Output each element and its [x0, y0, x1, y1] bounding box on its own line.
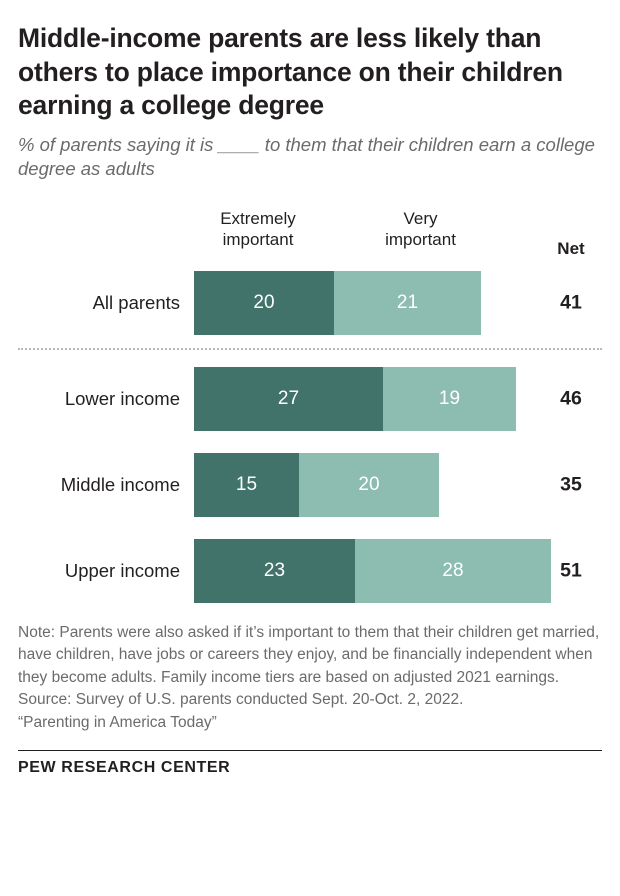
chart-rows	[18, 260, 602, 614]
legend-very-important	[348, 208, 493, 251]
brand-name: PEW RESEARCH CENTER	[18, 759, 231, 777]
row-net-value: 46	[560, 387, 582, 410]
bar-segment-extremely: 20	[194, 271, 334, 335]
chart-subtitle: % of parents saying it is ____ to them that their children earn a college degree as adults	[18, 133, 595, 180]
row-net-value: 35	[560, 473, 582, 496]
row-label: All parents	[92, 291, 180, 313]
chart-row-all-parents	[18, 260, 602, 346]
bar-segment-very: 21	[334, 271, 481, 335]
chart-footnotes	[18, 622, 602, 734]
chart-legend	[18, 208, 602, 260]
row-bars	[194, 453, 439, 517]
row-bars	[194, 539, 551, 603]
legend-extremely-important	[178, 208, 338, 251]
bar-segment-very: 20	[299, 453, 439, 517]
row-label: Middle income	[60, 473, 180, 495]
section-divider	[18, 348, 602, 350]
report-title: “Parenting in America Today”	[18, 713, 217, 731]
bar-segment-very: 19	[383, 367, 516, 431]
note-text: Note: Parents were also asked if it’s important to them that their children get married, have children, have jobs or careers they enjoy, and be financially independent when they become adults. Family income tiers are based on adjusted 2021 earnings.	[18, 623, 600, 686]
bar-segment-extremely: 15	[194, 453, 299, 517]
row-bars	[194, 367, 516, 431]
row-label: Lower income	[64, 387, 180, 409]
row-net-value: 51	[560, 559, 582, 582]
row-bars	[194, 271, 481, 335]
footer-rule	[18, 750, 602, 751]
chart-row-middle-income	[18, 442, 602, 528]
row-net-value: 41	[560, 291, 582, 314]
bar-segment-very: 28	[355, 539, 551, 603]
bar-segment-extremely: 27	[194, 367, 383, 431]
legend-extremely-line2: important	[222, 229, 294, 249]
legend-very-line1: Very	[403, 208, 438, 228]
column-header-net: Net	[557, 238, 585, 258]
legend-very-line2: important	[385, 229, 456, 249]
chart-row-upper-income	[18, 528, 602, 614]
stacked-bar-chart	[18, 208, 602, 608]
source-text: Source: Survey of U.S. parents conducted Sept. 20-Oct. 2, 2022.	[18, 691, 464, 709]
page-title: Middle-income parents are less likely than others to place importance on their children earning a college degree	[18, 23, 563, 121]
legend-extremely-line1: Extremely	[220, 208, 296, 228]
row-label: Upper income	[64, 559, 180, 581]
chart-row-lower-income	[18, 356, 602, 442]
bar-segment-extremely: 23	[194, 539, 355, 603]
